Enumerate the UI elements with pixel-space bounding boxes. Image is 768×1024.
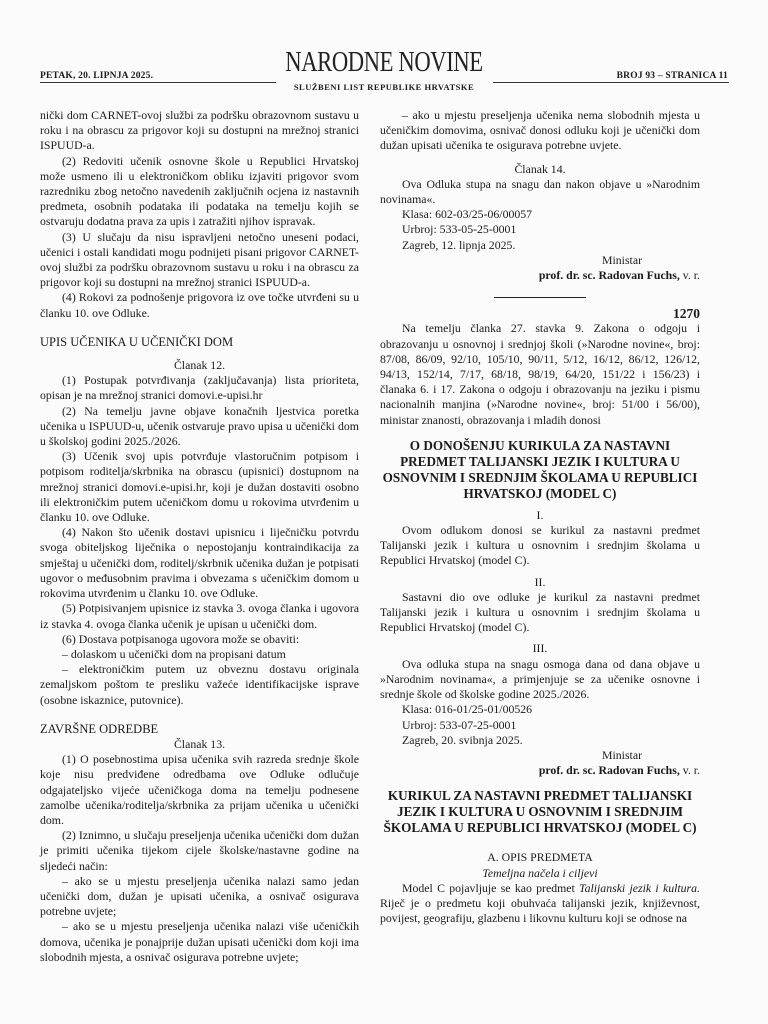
- signatory-name: prof. dr. sc. Radovan Fuchs,: [538, 763, 680, 778]
- list-item: – dolaskom u učenički dom na propisani datum: [62, 646, 286, 661]
- preamble: Na temelju članka 27. stavka 9. Zakona o odgoju i obrazovanju u osnovnoj i srednjoj školi (»Narodne novine«, broj: 87/08, 86/09, 92/10, 105/10, 90/11, 5/12, 16/12, 86/12, 126/12, 94/13, 152/14, 7/17, 68/18, 98/19, 64/20, 151/22 i 156/23) i članaka 6. i 17. Zakona o odgoju i obrazovanju na jeziku i pismu nacionalnih manjina (»Narodne novine«, broj: 51/00 i 56/00), ministar znanosti, obrazovanja i mladih donosi: [380, 321, 700, 427]
- paragraph: [380, 881, 700, 927]
- klasa: Klasa: 016-01/25-01/00526: [402, 702, 533, 717]
- paragraph: (1) Postupak potvrđivanja (zaključavanja) lista prioriteta, opisan je na mrežnoj stranici domovi.e-upisi.hr: [40, 373, 359, 403]
- section-heading: UPIS UČENIKA U UČENIČKI DOM: [40, 334, 234, 349]
- paragraph: (6) Dostava potpisanoga ugovora može se obaviti:: [62, 631, 300, 646]
- section-numeral: III.: [532, 641, 548, 656]
- section-numeral: I.: [536, 507, 544, 522]
- issue-page-number: BROJ 93 – STRANICA 11: [616, 71, 728, 81]
- subsection-heading: A. OPIS PREDMETA: [487, 850, 593, 865]
- paragraph: (4) Rokovi za podnošenje prigovora iz ove točke utvrđeni su u članku 10. ove Odluke.: [40, 290, 359, 320]
- paragraph: Ova odluka stupa na snagu osmoga dana od dana objave u »Narodnim novinama«, a primjenjuje se za učenike osnovne i srednje škole od školske godine 2025./2026.: [380, 656, 700, 702]
- publication-subtitle: SLUŽBENI LIST REPUBLIKE HRVATSKE: [293, 82, 475, 92]
- klasa: Klasa: 602-03/25-06/00057: [402, 207, 533, 222]
- separator-rule: [494, 297, 586, 298]
- signatory-suffix: v. r.: [679, 763, 700, 778]
- subsection-subtitle: Temeljna načela i ciljevi: [482, 865, 598, 880]
- curriculum-title: KURIKUL ZA NASTAVNI PREDMET TALIJANSKI JEZIK I KULTURA U OSNOVNIM I SREDNJIM ŠKOLAMA U REPUBLICI HRVATSKOJ (MODEL C): [383, 788, 697, 836]
- paragraph: (1) O posebnostima upisa učenika svih razreda srednje škole koje nisu predviđene odredbama ove Odluke odlučuje odgajateljsko vijeće učeničkoga doma na temelju podnesene zamolbe učenika/roditelja/skrbnika za prijam učenika u učenički dom.: [40, 752, 359, 827]
- list-item: – ako u mjestu preseljenja učenika nema slobodnih mjesta u učeničkim domovima, osnivač donosi odluku koji je učenički dom dužan upisati učenika te osigurava potrebne uvjete.: [380, 108, 700, 153]
- page-header: [0, 0, 768, 108]
- paragraph: Ovom odlukom donosi se kurikul za nastavni predmet Talijanski jezik i kultura u osnovnim i srednjim školama u Republici Hrvatskoj (model C).: [380, 523, 700, 568]
- paragraph: nički dom CARNET-ovoj službi za podršku obrazovnom sustavu u roku i na obrascu za prigovor koji su dostupni na mrežnoj stranici ISPUUD-a.: [40, 108, 359, 153]
- section-heading: ZAVRŠNE ODREDBE: [40, 721, 159, 736]
- left-column: [40, 108, 359, 965]
- list-item: – ako se u mjestu preseljenja učenika nalazi više učeničkih domova, učenika je ponajprije dužan upisati učenički dom koji ima slobodnih mjesta, a osnivač osigurava potrebne uvjete;: [40, 919, 359, 964]
- list-item: – elektroničkim putem uz obveznu dostavu originala zemaljskom poštom te presliku važeće identifikacijske isprave (osobne iskaznice, putovnice).: [40, 662, 359, 707]
- paragraph: (3) U slučaju da nisu ispravljeni netočno uneseni podaci, učenici i ostali kandidati mogu podnijeti pisani prigovor CARNET-ovoj službi za podršku obrazovnom sustavu u roku i na obrascu za prigovor koji su dostupni na mrežnoj stranici ISPUUD-a.: [40, 229, 359, 290]
- document-number: 1270: [673, 306, 700, 322]
- decision-title: O DONOŠENJU KURIKULA ZA NASTAVNI PREDMET TALIJANSKI JEZIK I KULTURA U OSNOVNIM I SREDNJIM ŠKOLAMA U REPUBLICI HRVATSKOJ (MODEL C): [382, 437, 698, 501]
- signatory: [380, 763, 700, 778]
- right-column: [380, 108, 700, 926]
- subject-name: Talijanski jezik i kultura.: [579, 880, 700, 895]
- signatory-title: Ministar: [602, 747, 642, 762]
- signatory-title: Ministar: [602, 252, 642, 267]
- article-heading: Članak 14.: [514, 161, 566, 176]
- place-date: Zagreb, 20. svibnja 2025.: [402, 732, 523, 747]
- signatory: [380, 268, 700, 283]
- paragraph: (4) Nakon što učenik dostavi upisnicu i liječničku potvrdu svoga obiteljskog liječnika o nepostojanju kontraindikacija za smještaj u učenički dom, roditelj/skrbnik učenika dužan je potpisati ugovor o međusobnim pravima i obvezama s učeničkim domom u rokovima utvrđenim u članku 10. ove Odluke.: [40, 525, 359, 601]
- signatory-name: prof. dr. sc. Radovan Fuchs,: [538, 268, 680, 283]
- list-item: – ako se u mjestu preseljenja učenika nalazi samo jedan učenički dom, dužan je upisati učenika, a osnivač osigurava potrebne uvjete;: [40, 873, 359, 919]
- place-date: Zagreb, 12. lipnja 2025.: [402, 237, 516, 252]
- article-heading: Članak 13.: [173, 736, 226, 751]
- text-run: Riječ je o predmetu koji obuhvaća talijanski jezik, književnost, povijest, geografiju, glazbenu i likovnu kulturu koji se odnose na: [380, 895, 700, 926]
- publication-title: NARODNE NOVINE: [285, 46, 483, 78]
- article-heading: Članak 12.: [173, 358, 226, 373]
- urbroj: Urbroj: 533-05-25-0001: [402, 222, 517, 237]
- section-numeral: II.: [534, 574, 546, 589]
- paragraph: (5) Potpisivanjem upisnice iz stavka 3. ovoga članka i ugovora iz stavka 4. ovoga članka učenik je upisan u učenički dom.: [40, 601, 359, 631]
- issue-date: PETAK, 20. LIPNJA 2025.: [40, 71, 154, 81]
- paragraph: (2) Redoviti učenik osnovne škole u Republici Hrvatskoj može usmeno ili u elektroničkom obliku izjaviti prigovor svom razredniku zbog netočno navedenih zaključnih ocjena iz nastavnih predmeta, osobnih podataka ili podataka na temelju kojih se ostvaruju dodatna prava za upis i zatražiti njihov ispravak.: [40, 153, 359, 229]
- urbroj: Urbroj: 533-07-25-0001: [402, 717, 517, 732]
- text-run: Model C pojavljuje se kao predmet: [402, 880, 580, 895]
- paragraph: (2) Iznimno, u slučaju preseljenja učenika učenički dom dužan je primiti učenika tijekom cijele školske/nastavne godine na sljedeći način:: [40, 828, 359, 873]
- paragraph: (3) Učenik svoj upis potvrđuje vlastoručnim potpisom i potpisom roditelja/skrbnika na obrascu (upisnici) dostupnom na mrežnoj stranici domovi.e-upisi.hr, koji je dužan dostaviti osobno ili elektroničkim putem učeničkom domu u rokovima utvrđenim u članku 10. ove Odluke.: [40, 449, 359, 525]
- signatory-suffix: v. r.: [679, 268, 700, 283]
- paragraph: Ova Odluka stupa na snagu dan nakon objave u »Narodnim novinama«.: [380, 176, 700, 207]
- paragraph: Sastavni dio ove odluke je kurikul za nastavni predmet Talijanski jezik i kultura u osnovnim i srednjim školama u Republici Hrvatskoj (model C).: [380, 589, 700, 635]
- paragraph: (2) Na temelju javne objave konačnih ljestvica poretka učenika u ISPUUD-u, učenik ostvaruje pravo upisa u učenički dom u školskoj godini 2025./2026.: [40, 403, 359, 449]
